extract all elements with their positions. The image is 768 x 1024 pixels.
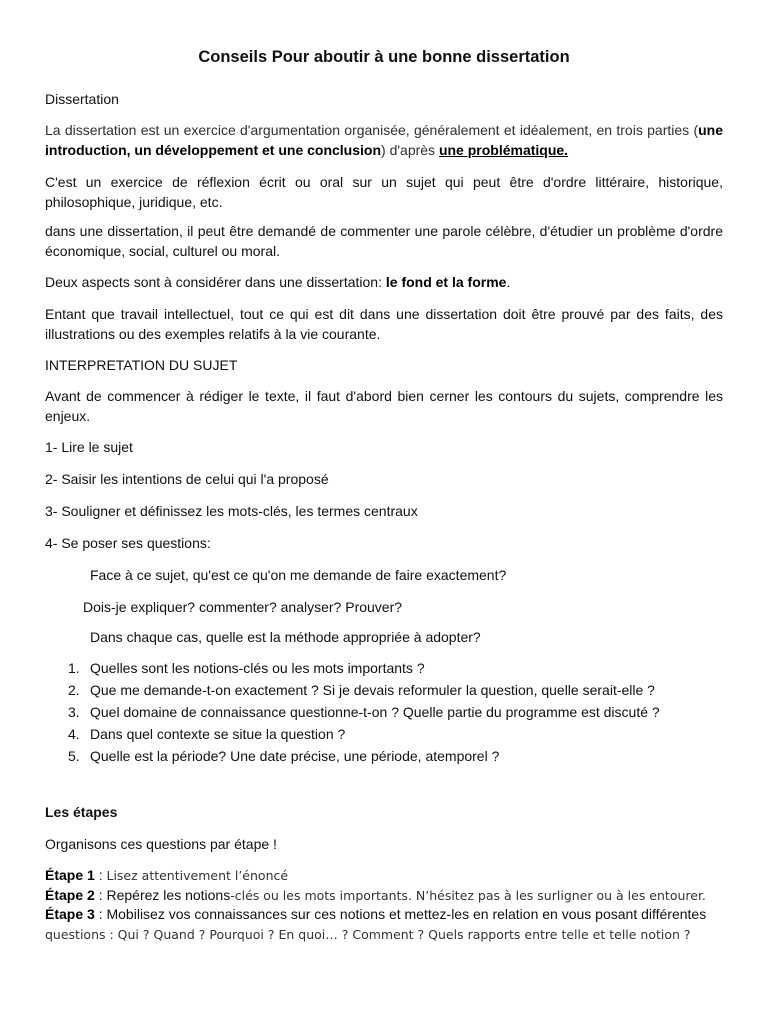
list-item-number: 5.: [68, 748, 80, 764]
paragraph-aspects: [45, 272, 723, 292]
step-item: 4- Se poser ses questions:: [45, 535, 211, 551]
etape-sep: :: [94, 906, 107, 922]
section-heading-etapes: Les étapes: [45, 804, 118, 820]
paragraph-proof: Entant que travail intellectuel, tout ce qui est dit dans une dissertation doit être prouvé par des faits, des illustrations ou des exemples relatifs à la vie courante.: [45, 306, 723, 342]
paragraph-definition-bold: une introduction, un développement et une conclusion: [45, 122, 723, 158]
etape-sep: :: [94, 867, 107, 883]
page-title: Conseils Pour aboutir à une bonne dissertation: [198, 48, 570, 66]
paragraph-definition-problematique: une problématique.: [438, 142, 569, 158]
list-item-number: 4.: [68, 726, 80, 742]
list-item-text: Que me demande-t-on exactement ? Si je devais reformuler la question, quelle serait-elle ?: [90, 682, 655, 698]
sub-question: Dans chaque cas, quelle est la méthode appropriée à adopter?: [90, 629, 481, 645]
paragraph-definition-text-b: ) d'après: [381, 142, 439, 158]
paragraph-definition: [45, 120, 723, 160]
etape-label: Étape 1: [45, 867, 95, 883]
paragraph-before-writing: Avant de commencer à rédiger le texte, il faut d'abord bien cerner les contours du sujets, comprendre les enjeux.: [45, 388, 723, 424]
paragraph-aspects-text: Deux aspects sont à considérer dans une dissertation:: [45, 274, 386, 290]
paragraph-definition-text-a: La dissertation est un exercice d'argumentation organisée, généralement et idéalement, en trois parties (: [45, 122, 699, 138]
paragraph-exercise: C'est un exercice de réflexion écrit ou oral sur un sujet qui peut être d'ordre littéraire, historique, philosophique, juridique, etc.: [45, 174, 723, 210]
paragraph-aspects-bold: le fond et la forme: [385, 274, 507, 290]
section-heading-dissertation: Dissertation: [45, 91, 119, 107]
etape-line: [45, 886, 723, 906]
list-item-text: Quelle est la période? Une date précise, une période, atemporel ?: [90, 748, 500, 764]
sub-question: Face à ce sujet, qu'est ce qu'on me demande de faire exactement?: [90, 567, 507, 583]
list-item-number: 2.: [68, 682, 80, 698]
etape-text: Repérez les notions: [106, 886, 231, 903]
etape-sep: :: [94, 886, 107, 903]
etape-line: [45, 905, 723, 925]
sub-question: Dois-je expliquer? commenter? analyser? Prouver?: [83, 599, 403, 615]
list-item: [68, 702, 723, 724]
list-item: [68, 680, 723, 702]
step-item: 3- Souligner et définissez les mots-clés, les termes centraux: [45, 503, 418, 519]
step-item: 1- Lire le sujet: [45, 439, 133, 455]
list-item-number: 3.: [68, 704, 80, 720]
etape-line: [45, 866, 723, 886]
etape-text-thin: -clés ou les mots importants. N’hésitez pas à les surligner ou à les entourer.: [230, 887, 706, 903]
etape-label: Étape 3: [45, 906, 95, 922]
list-item: [68, 658, 723, 680]
list-item-text: Quelles sont les notions-clés ou les mots importants ?: [90, 660, 425, 676]
list-item: [68, 724, 723, 746]
paragraph-examples: dans une dissertation, il peut être demandé de commenter une parole célèbre, d'étudier un problème d'ordre économique, social, culturel ou moral.: [45, 223, 723, 259]
section-heading-interpretation: INTERPRETATION DU SUJET: [45, 357, 238, 373]
etape-line-continued: questions : Qui ? Quand ? Pourquoi ? En quoi… ? Comment ? Quels rapports entre telle et telle notion ?: [45, 926, 691, 942]
list-item-text: Dans quel contexte se situe la question ?: [90, 726, 346, 742]
paragraph-organize: Organisons ces questions par étape !: [45, 836, 277, 852]
etape-text: Mobilisez vos connaissances sur ces notions et mettez-les en relation en vous posant différentes: [106, 906, 707, 922]
etapes-block: [45, 866, 723, 944]
etape-label: Étape 2: [45, 886, 95, 903]
list-item: [68, 746, 723, 768]
numbered-question-list: [45, 658, 723, 768]
step-item: 2- Saisir les intentions de celui qui l'a proposé: [45, 471, 329, 487]
etape-text: Lisez attentivement l’énoncé: [106, 868, 289, 883]
paragraph-aspects-end: .: [506, 274, 511, 290]
list-item-number: 1.: [68, 660, 80, 676]
list-item-text: Quel domaine de connaissance questionne-t-on ? Quelle partie du programme est discuté ?: [90, 704, 660, 720]
